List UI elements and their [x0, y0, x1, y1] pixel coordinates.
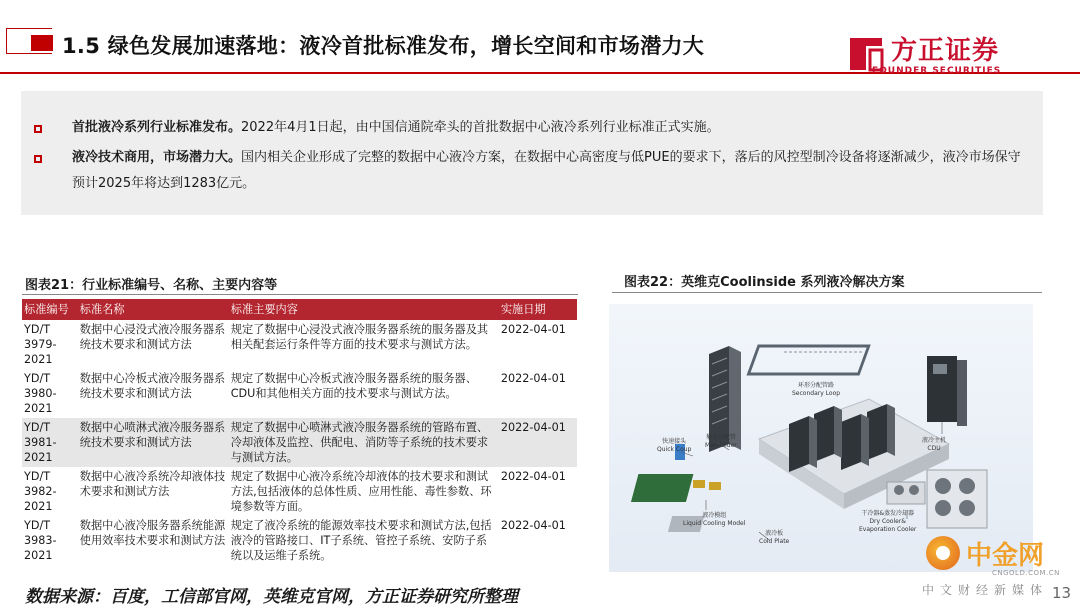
label-cdu	[922, 437, 946, 453]
cell-code: YD/T 3983-2021	[24, 519, 57, 562]
cell-date: 2022-04-01	[500, 372, 566, 385]
label-manifolder	[705, 434, 737, 450]
cell-code: YD/T 3979-2021	[24, 323, 57, 366]
table-row	[22, 418, 577, 467]
page-number: 13	[1052, 584, 1072, 602]
cell-content: 规定了数据中心冷板式液冷服务器系统的服务器、CDU和其他相关方面的技术要求与测试方法。	[230, 372, 477, 400]
label-dry-cooler	[859, 510, 916, 534]
cell-code: YD/T 3980-2021	[24, 372, 57, 415]
bullet-square-icon	[34, 125, 42, 133]
label-cold-plate-cn: 液冷板	[765, 530, 784, 537]
table-row	[22, 467, 577, 516]
watermark-text: 中金网	[966, 541, 1045, 571]
label-module-en: Liquid Cooling Model	[683, 520, 746, 527]
cell-name: 数据中心液冷系统冷却液体技术要求和测试方法	[79, 470, 226, 498]
figure22-title: 图表22：英维克Coolinside 系列液冷解决方案	[624, 275, 905, 290]
figure21-title-line	[22, 294, 578, 295]
figure22-title-line	[612, 292, 1042, 293]
label-cold-plate	[759, 530, 789, 546]
label-quick-coup-en: Quick Coup	[657, 446, 692, 453]
cell-code: YD/T 3981-2021	[22, 418, 78, 467]
cell-name: 数据中心液冷服务器系统能源使用效率技术要求和测试方法	[79, 519, 226, 547]
cell-content: 规定了数据中心浸没式液冷服务器系统的服务器及其相关配套运行条件等方面的技术要求与测试方法。	[230, 323, 489, 351]
watermark-subtitle: 中文财经新媒体	[922, 583, 1049, 597]
logo-text-en: FOUNDER SECURITIES	[872, 66, 1002, 76]
summary-box	[21, 91, 1043, 215]
cell-content: 规定了液冷系统的能源效率技术要求和测试方法,包括液冷的管路接口、IT子系统、管控子系统、安防子系统以及运维子系统。	[230, 519, 492, 562]
label-cdu-cn: 液冷主机	[922, 437, 947, 444]
summary-item-2	[72, 145, 1032, 197]
label-cdu-en: CDU	[927, 445, 941, 452]
label-dry-cooler-cn: 干冷器&蒸发冷却器	[861, 510, 915, 517]
data-source: 数据来源：百度，工信部官网，英维克官网，方正证券研究所整理	[25, 587, 518, 607]
label-secondary-loop-en: Secondary Loop	[792, 390, 841, 397]
label-dry-cooler-en1: Dry Cooler&	[869, 518, 906, 525]
cngold-logo-icon	[926, 536, 960, 570]
col-header-code: 标准编号	[22, 299, 78, 320]
label-quick-coup	[657, 438, 691, 454]
summary-item-1-heading: 首批液冷系列行业标准发布。	[72, 120, 242, 135]
table-row	[22, 516, 577, 565]
cell-date: 2022-04-01	[500, 470, 566, 483]
cell-name: 数据中心喷淋式液冷服务器系统技术要求和测试方法	[78, 418, 229, 467]
label-secondary-loop-cn: 环形分配管路	[798, 382, 835, 389]
summary-item-1	[72, 115, 1032, 141]
label-dry-cooler-en2: Evaporation Cooler	[859, 526, 917, 533]
cell-name: 数据中心冷板式液冷服务器系统技术要求和测试方法	[79, 372, 226, 400]
page-title: 1.5 绿色发展加速落地：液冷首批标准发布，增长空间和市场潜力大	[62, 34, 705, 58]
summary-item-1-text: 2022年4月1日起，由中国信通院牵头的首批数据中心液冷系列行业标准正式实施。	[241, 120, 720, 135]
cell-content: 规定了数据中心液冷系统冷却液体的技术要求和测试方法,包括液体的总体性质、应用性能、毒性参数、环境参数等方面。	[230, 470, 492, 513]
cell-date: 2022-04-01	[499, 418, 577, 467]
table-row	[22, 320, 577, 369]
summary-item-2-heading: 液冷技术商用，市场潜力大。	[72, 150, 242, 165]
col-header-content: 标准主要内容	[229, 299, 499, 320]
cell-date: 2022-04-01	[500, 519, 566, 532]
label-cold-plate-en: Cold Plate	[759, 538, 790, 545]
cell-date: 2022-04-01	[500, 323, 566, 336]
col-header-name: 标准名称	[78, 299, 229, 320]
label-manifolder-en: Manifolder	[705, 442, 737, 449]
table-row	[22, 369, 577, 418]
cell-name: 数据中心浸没式液冷服务器系统技术要求和测试方法	[79, 323, 226, 351]
col-header-date: 实施日期	[499, 299, 577, 320]
watermark-url: CNGOLD.COM.CN	[992, 569, 1060, 577]
cell-content: 规定了数据中心喷淋式液冷服务器系统的管路布置、冷却液体及监控、供配电、消防等子系统的技术要求与测试方法。	[229, 418, 499, 467]
standards-table	[22, 299, 577, 565]
liquid-cooling-solution-illustration	[609, 304, 1033, 572]
cell-code: YD/T 3982-2021	[24, 470, 57, 513]
label-module-cn: 液冷模组	[702, 512, 727, 519]
label-liquid-cooling-model	[683, 512, 745, 528]
bullet-square-icon	[34, 155, 42, 163]
header-decor	[6, 28, 52, 54]
label-manifolder-cn: 集水分配管	[705, 434, 736, 441]
label-quick-coup-cn: 快速接头	[662, 438, 687, 445]
logo-text-cn: 方正证券	[891, 36, 1000, 66]
summary-item-2-text: 国内相关企业形成了完整的数据中心液冷方案，在数据中心高密度与低PUE的要求下，落后的风控型制冷设备将逐渐减少，液冷市场保守预计2025年将达到1283亿元。	[72, 150, 1021, 191]
figure21-title: 图表21：行业标准编号、名称、主要内容等	[25, 278, 278, 293]
label-secondary-loop	[792, 382, 840, 398]
table-header-row	[22, 299, 577, 320]
